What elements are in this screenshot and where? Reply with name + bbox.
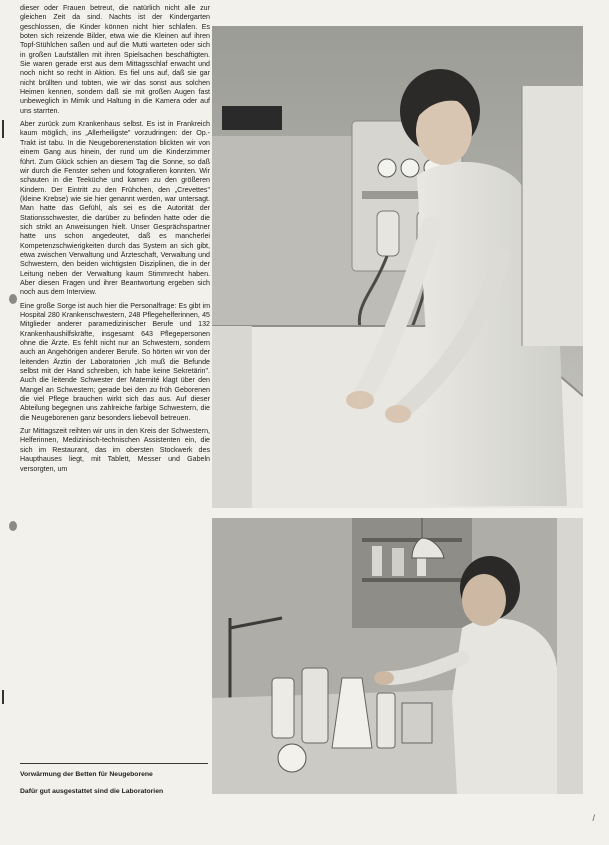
article-paragraph: dieser oder Frauen betreut, die natürlich nicht alle zur gleichen Zeit da sind. Nachts ist der Kindergarten geschlossen, die Kinder können nicht hier schlafen. Es boten sich reizende Bilder, etwa wie die Kleinen auf ihren Topf-Stühlchen saßen und auf die Mutti warteten oder sich in großen Laufställen mit ihren Spielsachen beschäftigten. Sie waren gerade erst aus dem Mittagsschlaf erwacht und noch nicht so recht in Aktion. Es fiel uns auf, daß sie gar nicht brüllten und tobten, wie wir das sonst aus solchen Heimen kennen, sondern daß sie mit großen Augen fast unbeweglich in Mimik und Haltung in die Kamera oder auf uns starrten.	[20, 4, 210, 115]
scan-edge-mark	[2, 690, 4, 704]
binder-hole-bottom	[9, 521, 17, 531]
caption-second: Dafür gut ausgestattet sind die Laboratorien	[20, 788, 164, 795]
binder-hole-top	[9, 294, 17, 304]
scan-edge-mark	[2, 120, 4, 138]
photo-laboratory-technician	[212, 518, 583, 794]
page-corner-mark: /	[592, 813, 595, 823]
photo-laboratory-illustration	[212, 518, 583, 794]
article-column	[20, 4, 210, 474]
article-paragraph: Zur Mittagszeit reihten wir uns in den Kreis der Schwestern, Helferinnen, Medizinisch-technischen Assistenten ein, die sich im Restaurant, das im obersten Stockwerk des Haupthauses liegt, mit Tablett, Messer und Gabeln versorgten, um	[20, 427, 210, 473]
caption-rule	[20, 763, 208, 764]
article-paragraph: Aber zurück zum Krankenhaus selbst. Es ist in Frankreich kaum möglich, ins „Allerheiligste" vorzudringen: der Op.-Trakt ist tabu. In die Neugeborenenstation blickten wir von einem Gang aus hinein, der rund um die Kinderzimmer führt. Zum Glück schien an diesem Tag die Sonne, so daß wir durch die Fenster sehen und fotografieren konnten. Wir schauten in die Teeküche und kamen zu den größeren Kindern. Der Eintritt zu den Frühchen, den „Crevettes" (kleine Krebse) wie sie hier genannt werden, war untersagt. Man hatte das Gefühl, als sei es die Autorität der Stationsschwester, die darüber zu befinden hatte oder die sich strikt an Anweisungen hielt. Unser Gesprächspartner hatte uns schon angedeutet, daß es mancherlei Kompetenzschwierigkeiten durch das System an sich gibt, etwa zwischen Verwaltung und Ärzteschaft, Verwaltung und Schwestern, den beiden wichtigsten Disziplinen, die in der Leitung neben der Verwaltung kaum Stimmrecht haben. Aber diesen Fragen und ihrer Beantwortung ergeben sich noch aus dem Interview.	[20, 120, 210, 297]
article-paragraph: Eine große Sorge ist auch hier die Personalfrage: Es gibt im Hospital 280 Krankenschwestern, 248 Pflegehelferinnen, 45 Mitglieder anderer paramedizinischer Berufe und 132 Krankenhaushilfskräfte, insgesamt 643 Pflegepersonen ohne die Ärzte. Es fehlt nicht nur an Schwestern, sondern auch an Angehörigen anderer Berufe. So hörten wir von der leitenden Ärztin der Laboratorien „Ich muß die Befunde selbst mit der Hand schreiben, ich habe keine Sekretärin". Auch die leitende Schwester der Maternité klagt über den Mangel an Schwestern; gerade bei den zu früh Geborenen die viel Pflege brauchen wirkt sich das aus. Auf dieser Abteilung begegnen uns zahlreiche farbige Schwestern, die die Neugeborenen ganz besonders liebevoll betreuen.	[20, 301, 210, 422]
caption-first: Vorwärmung der Betten für Neugeborene	[20, 771, 153, 778]
photo-nurse-illustration	[212, 26, 583, 508]
photo-nurse-warming-bed	[212, 26, 583, 508]
